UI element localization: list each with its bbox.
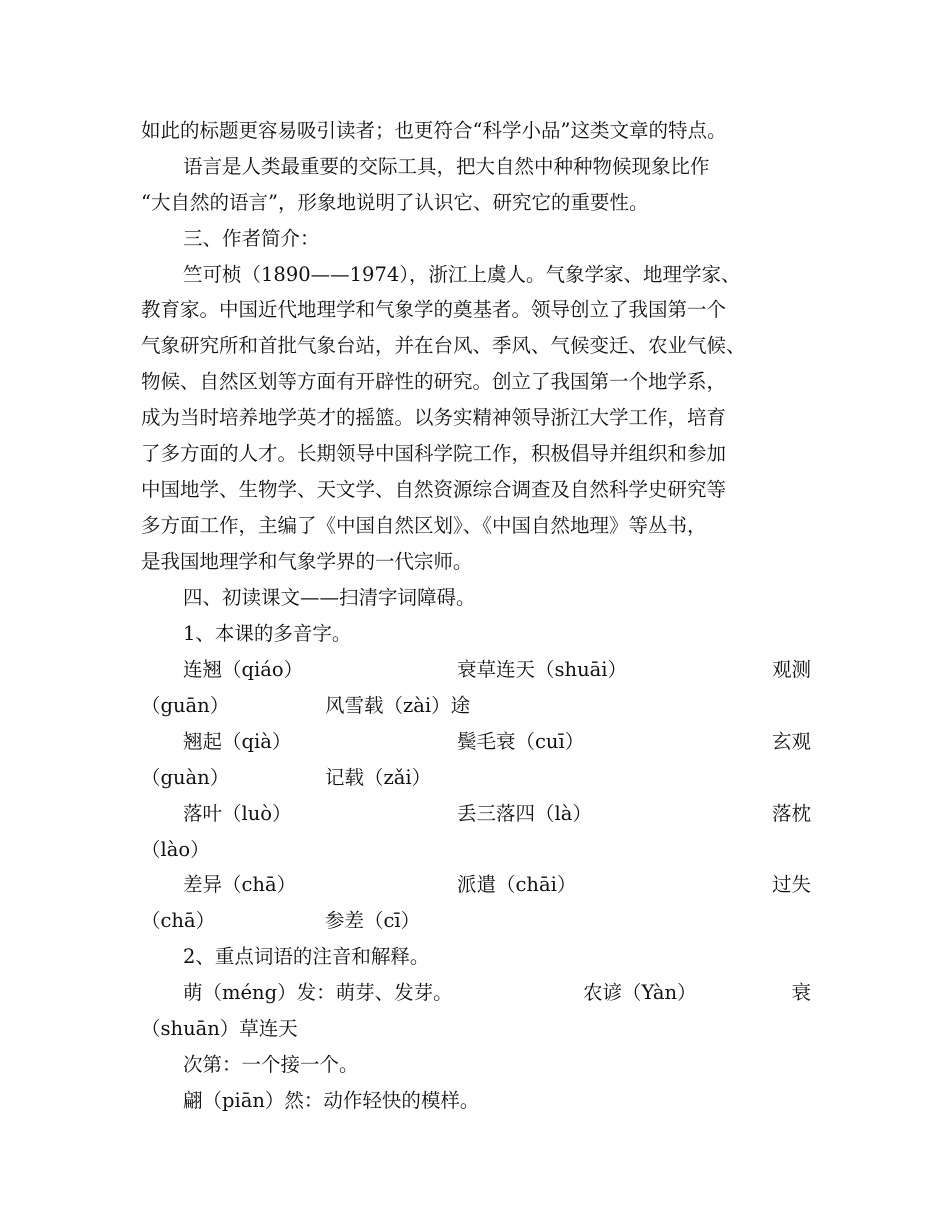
paragraph-line: 是我国地理学和气象学界的一代宗师。 [141,550,473,573]
vocab-entry: （shuān）草连天 [141,1017,298,1040]
polyphone-entry: 落叶（luò） [183,802,292,825]
polyphone-entry: 过失 [771,873,811,896]
polyphone-row-cont [141,764,821,792]
polyphone-entry: 衰草连天（shuāi） [457,658,627,681]
paragraph-line: 物候、自然区划等方面有开辟性的研究。创立了我国第一个地学系， [141,370,727,393]
polyphone-entry: （lào） [141,838,210,861]
polyphone-row [141,656,821,684]
vocab-row [141,979,821,1007]
polyphone-row-cont [141,836,821,864]
subsection-heading: 2、重点词语的注音和解释。 [183,945,430,968]
polyphone-entry: 落枕 [771,802,811,825]
paragraph-line: 教育家。中国近代地理学和气象学的奠基者。领导创立了我国第一个 [141,298,727,321]
polyphone-entry: 记载（zǎi） [325,766,432,789]
polyphone-entry: 派遣（chāi） [457,873,577,896]
polyphone-row-cont [141,907,821,935]
subsection-heading: 1、本课的多音字。 [183,622,352,645]
vocab-entry: 衰 [791,981,811,1004]
vocab-entry: 萌（méng）发：萌芽、发芽。 [183,981,453,1004]
polyphone-entry: 差异（chā） [183,873,297,896]
polyphone-entry: 连翘（qiáo） [183,658,304,681]
paragraph-line: 中国地学、生物学、天文学、自然资源综合调查及自然科学史研究等 [141,478,727,501]
polyphone-entry: 观测 [771,658,811,681]
paragraph-line: 气象研究所和首批气象台站，并在台风、季风、气候变迁、农业气候、 [141,334,746,357]
polyphone-row [141,800,821,828]
polyphone-row-cont [141,692,821,720]
section-heading: 四、初读课文——扫清字词障碍。 [183,586,476,609]
polyphone-row [141,728,821,756]
polyphone-entry: 鬓毛衰（cuī） [457,730,585,753]
polyphone-entry: （guàn） [141,766,230,789]
paragraph-line: “大自然的语言”，形象地说明了认识它、研究它的重要性。 [141,191,649,214]
polyphone-entry: 风雪载（zài）途 [325,694,471,717]
polyphone-row [141,871,821,899]
paragraph-line: 多方面工作，主编了《中国自然区划》、《中国自然地理》等丛书， [141,514,707,537]
polyphone-entry: （chā） [141,909,216,932]
vocab-entry: 翩（piān）然：动作轻快的模样。 [183,1089,480,1112]
polyphone-entry: 参差（cī） [325,909,421,932]
paragraph-line: 成为当时培养地学英才的摇篮。以务实精神领导浙江大学工作，培育 [141,406,727,429]
paragraph-line: 竺可桢（1890——1974），浙江上虞人。气象学家、地理学家、 [183,263,741,286]
polyphone-entry: 丢三落四（là） [457,802,592,825]
paragraph-line: 了多方面的人才。长期领导中国科学院工作，积极倡导并组织和参加 [141,442,727,465]
paragraph-line: 如此的标题更容易吸引读者；也更符合“科学小品”这类文章的特点。 [141,119,727,142]
polyphone-entry: 翘起（qià） [183,730,292,753]
polyphone-entry: （guān） [141,694,230,717]
section-heading: 三、作者简介： [183,227,320,250]
vocab-entry: 次第：一个接一个。 [183,1053,359,1076]
vocab-entry: 农谚（Yàn） [583,981,697,1004]
polyphone-entry: 玄观 [771,730,811,753]
paragraph-line: 语言是人类最重要的交际工具，把大自然中种种物候现象比作 [183,155,710,178]
